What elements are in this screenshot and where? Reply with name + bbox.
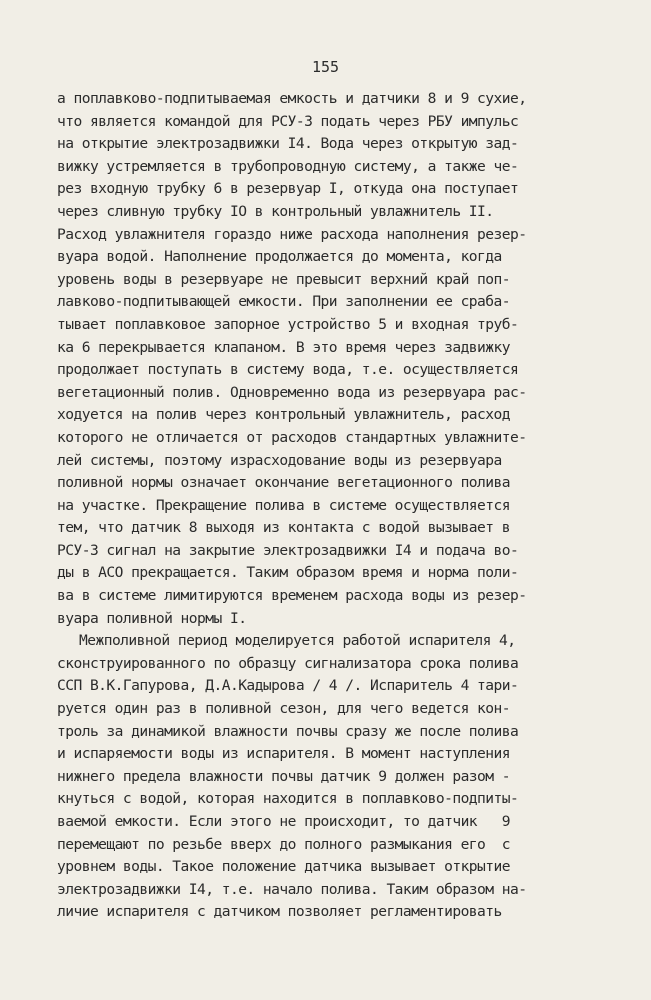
- text-line: что является командой для РСУ-3 подать через РБУ импульс: [57, 112, 519, 130]
- text-line: и испаряемости воды из испарителя. В момент наступления: [57, 745, 510, 763]
- text-line: ка 6 перекрывается клапаном. В это время через задвижку: [57, 338, 510, 356]
- text-line: рез входную трубку 6 в резервуар I, откуда она поступает: [57, 180, 519, 198]
- text-line: ды в АСО прекращается. Таким образом время и норма поли-: [57, 564, 519, 582]
- text-line: а поплавково-подпитываемая емкость и датчики 8 и 9 сухие,: [57, 90, 527, 107]
- text-line: вуара водой. Наполнение продолжается до момента, когда: [57, 248, 502, 266]
- text-line: руется один раз в поливной сезон, для чего ведется кон-: [57, 700, 510, 718]
- text-line: лавково-подпитывающей емкости. При заполнении ее сраба-: [57, 293, 510, 311]
- paragraph-start-line: Межполивной период моделируется работой испарителя 4,: [79, 632, 516, 650]
- text-line: уровень воды в резервуаре не превысит верхний край поп-: [57, 270, 510, 288]
- text-line: нижнего предела влажности почвы датчик 9 должен разом -: [57, 767, 510, 785]
- text-line: на открытие электрозадвижки I4. Вода через открытую зад-: [57, 135, 519, 153]
- text-line: на участке. Прекращение полива в системе осуществляется: [57, 496, 510, 514]
- text-line: через сливную трубку IO в контрольный увлажнитель II.: [57, 202, 494, 220]
- text-line: электрозадвижки I4, т.е. начало полива. Таким образом на-: [57, 880, 527, 898]
- text-line: Расход увлажнителя гораздо ниже расхода наполнения резер-: [57, 225, 527, 243]
- text-line: тем, что датчик 8 выходя из контакта с водой вызывает в: [57, 519, 510, 537]
- text-line: кнуться с водой, которая находится в поплавково-подпиты-: [57, 790, 519, 808]
- text-line: ходуется на полив через контрольный увлажнитель, расход: [57, 406, 510, 424]
- text-line: сконструированного по образцу сигнализатора срока полива: [57, 654, 519, 672]
- text-line: продолжает поступать в систему вода, т.е. осуществляется: [57, 361, 519, 379]
- text-line: ССП В.К.Гапурова, Д.А.Кадырова / 4 /. Испаритель 4 тари-: [57, 677, 519, 695]
- body-text: [57, 88, 617, 924]
- text-line: перемещают по резьбе вверх до полного размыкания его с: [57, 835, 510, 853]
- text-line: РСУ-3 сигнал на закрытие электрозадвижки I4 и подача во-: [57, 541, 519, 559]
- text-line: тывает поплавковое запорное устройство 5 и входная труб-: [57, 315, 519, 333]
- text-line: поливной нормы означает окончание вегетационного полива: [57, 474, 510, 492]
- text-line: личие испарителя с датчиком позволяет регламентировать: [57, 903, 502, 921]
- text-line: ваемой емкости. Если этого не происходит, то датчик 9: [57, 813, 510, 830]
- text-line: ва в системе лимитируются временем расхода воды из резер-: [57, 587, 527, 605]
- text-line: вегетационный полив. Одновременно вода из резервуара рас-: [57, 383, 527, 401]
- text-line: которого не отличается от расходов стандартных увлажните-: [57, 428, 527, 446]
- page-number: 155: [311, 58, 340, 76]
- text-line: вижку устремляется в трубопроводную систему, а также че-: [57, 157, 519, 175]
- text-line: лей системы, поэтому израсходование воды из резервуара: [57, 451, 502, 469]
- text-line: вуара поливной нормы I.: [57, 609, 247, 627]
- text-line: троль за динамикой влажности почвы сразу же после полива: [57, 722, 519, 740]
- text-line: уровнем воды. Такое положение датчика вызывает открытие: [57, 858, 510, 876]
